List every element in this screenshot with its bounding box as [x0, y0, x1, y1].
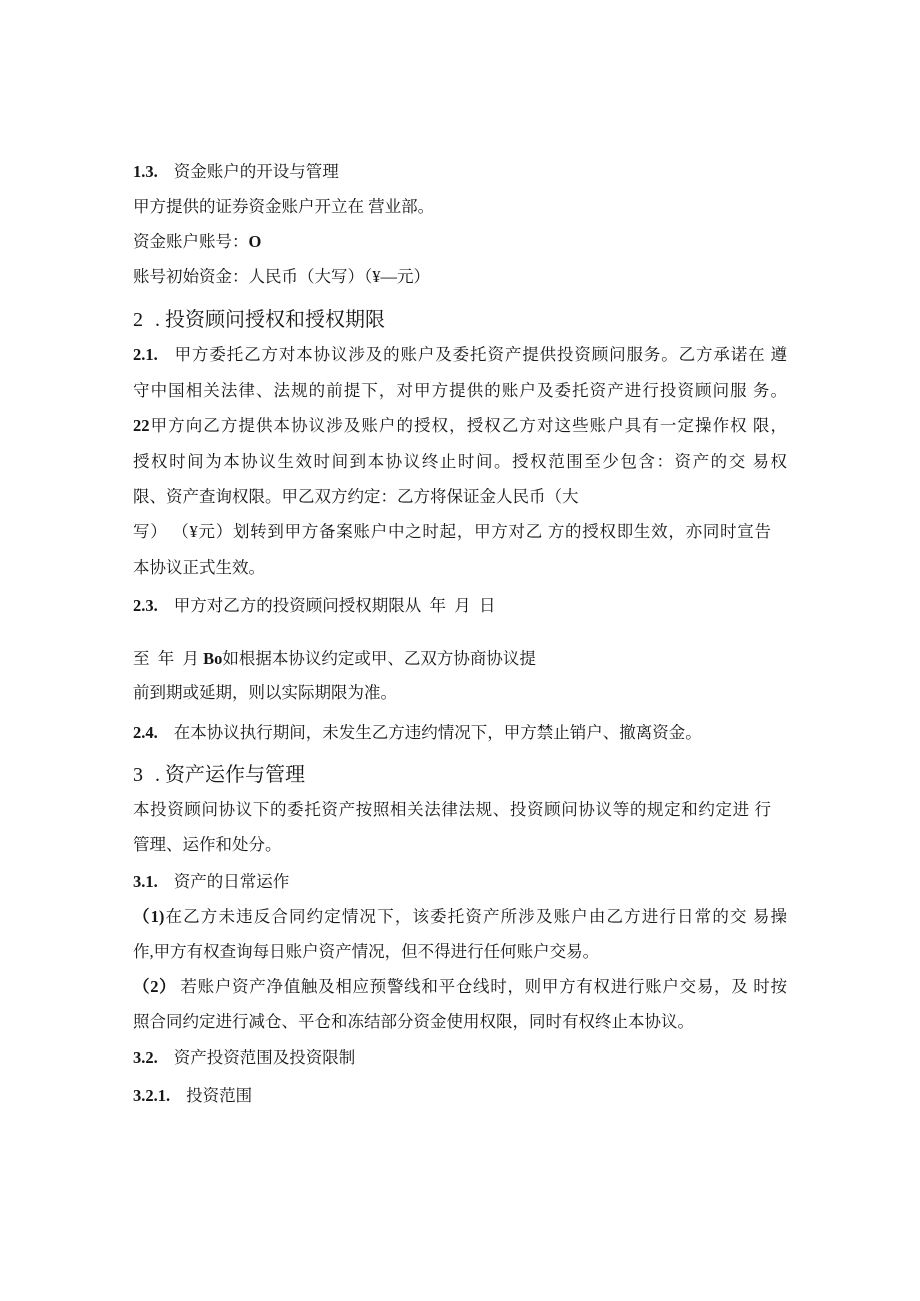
clause-number: 2.3. [133, 596, 158, 615]
account-opening-line: 甲方提供的证券资金账户开立在 营业部。 [133, 197, 435, 216]
account-number-value: O [248, 232, 262, 251]
clause-3-1-heading [133, 871, 289, 893]
clause-3-1-item-2-line-1 [133, 976, 787, 998]
clause-number: 2.4. [133, 723, 158, 742]
clause-title: 资金账户的开设与管理 [173, 162, 339, 181]
item-text: 若账户资产净值触及相应预警线和平仓线时，则甲方有权进行账户交易，及 时按 [180, 977, 788, 996]
clause-number: 3.2. [133, 1048, 158, 1067]
clause-1-3-heading [133, 161, 339, 183]
account-number-label: 资金账户账号： [133, 232, 249, 251]
clause-text: 在本协议执行期间，未发生乙方违约情况下，甲方禁止销户、撤离资金。 [173, 723, 702, 742]
section-3-heading [133, 762, 305, 788]
clause-2-3-line-3: 前到期或延期，则以实际期限为准。 [133, 683, 397, 702]
clause-text: 甲方向乙方提供本协议涉及账户的授权，授权乙方对这些账户具有一定操作权 限， [149, 416, 787, 435]
clause-title: 资产投资范围及投资限制 [173, 1048, 356, 1067]
clause-text: 至 年 月 [133, 649, 204, 668]
section-number: 2 [133, 309, 143, 331]
clause-3-2-heading [133, 1047, 355, 1069]
clause-2-1-line-1 [133, 344, 787, 366]
clause-title: 投资范围 [186, 1086, 253, 1105]
initial-funds-line: 账号初始资金：人民币（大写）（¥—元） [133, 267, 430, 286]
section-number: 3 [133, 764, 143, 786]
section-title: . 资产运作与管理 [155, 764, 305, 786]
section-2-heading [133, 307, 385, 333]
clause-title: 资产的日常运作 [173, 872, 290, 891]
clause-2-2-line-5: 本协议正式生效。 [133, 558, 265, 577]
clause-number: 2.1. [133, 345, 158, 364]
clause-number: 3.1. [133, 872, 158, 891]
clause-2-2-line-1 [133, 415, 787, 437]
clause-number: 22 [133, 416, 150, 435]
clause-2-4-line-1 [133, 722, 702, 744]
item-text: 在乙方未违反合同约定情况下，该委托资产所涉及账户由乙方进行日常的交 易操 [164, 907, 788, 926]
item-label: （1) [133, 907, 165, 926]
clause-3-1-item-2-line-2: 照合同约定进行减仓、平仓和冻结部分资金使用权限，同时有权终止本协议。 [133, 1012, 694, 1031]
clause-3-1-item-1-line-1 [133, 906, 787, 928]
section-3-intro-line-2: 管理、运作和处分。 [133, 835, 282, 854]
clause-2-2-line-2: 授权时间为本协议生效时间到本协议终止时间。授权范围至少包含：资产的交 易权 [133, 452, 787, 471]
clause-3-2-1-heading [133, 1085, 252, 1107]
section-3-intro-line-1: 本投资顾问协议下的委托资产按照相关法律法规、投资顾问协议等的规定和约定进 行 [133, 800, 771, 819]
clause-2-3-line-1 [133, 595, 496, 617]
clause-text: 甲方对乙方的投资顾问授权期限从 年 月 日 [173, 596, 496, 615]
clause-2-1-line-2: 守中国相关法律、法规的前提下，对甲方提供的账户及委托资产进行投资顾问服 务。 [133, 381, 787, 400]
item-label: （2） [133, 977, 177, 996]
clause-2-2-line-4: 写） （¥元）划转到甲方备案账户中之时起，甲方对乙 方的授权即生效，亦同时宣告 [133, 522, 771, 541]
clause-text: 如根据本协议约定或甲、乙双方协商协议提 [222, 649, 536, 668]
clause-text: 甲方委托乙方对本协议涉及的账户及委托资产提供投资顾问服务。乙方承诺在 遵 [173, 345, 787, 364]
clause-2-3-line-2 [133, 648, 536, 670]
section-title: . 投资顾问授权和授权期限 [155, 309, 385, 331]
account-number-line [133, 231, 261, 253]
clause-number: 3.2.1. [133, 1086, 171, 1105]
clause-2-2-line-3: 限、资产查询权限。甲乙双方约定：乙方将保证金人民币（大 [133, 487, 579, 506]
clause-text-bold: Bo [203, 649, 223, 668]
clause-3-1-item-1-line-2: 作,甲方有权查询每日账户资产情况，但不得进行任何账户交易。 [133, 942, 600, 961]
clause-number: 1.3. [133, 162, 158, 181]
